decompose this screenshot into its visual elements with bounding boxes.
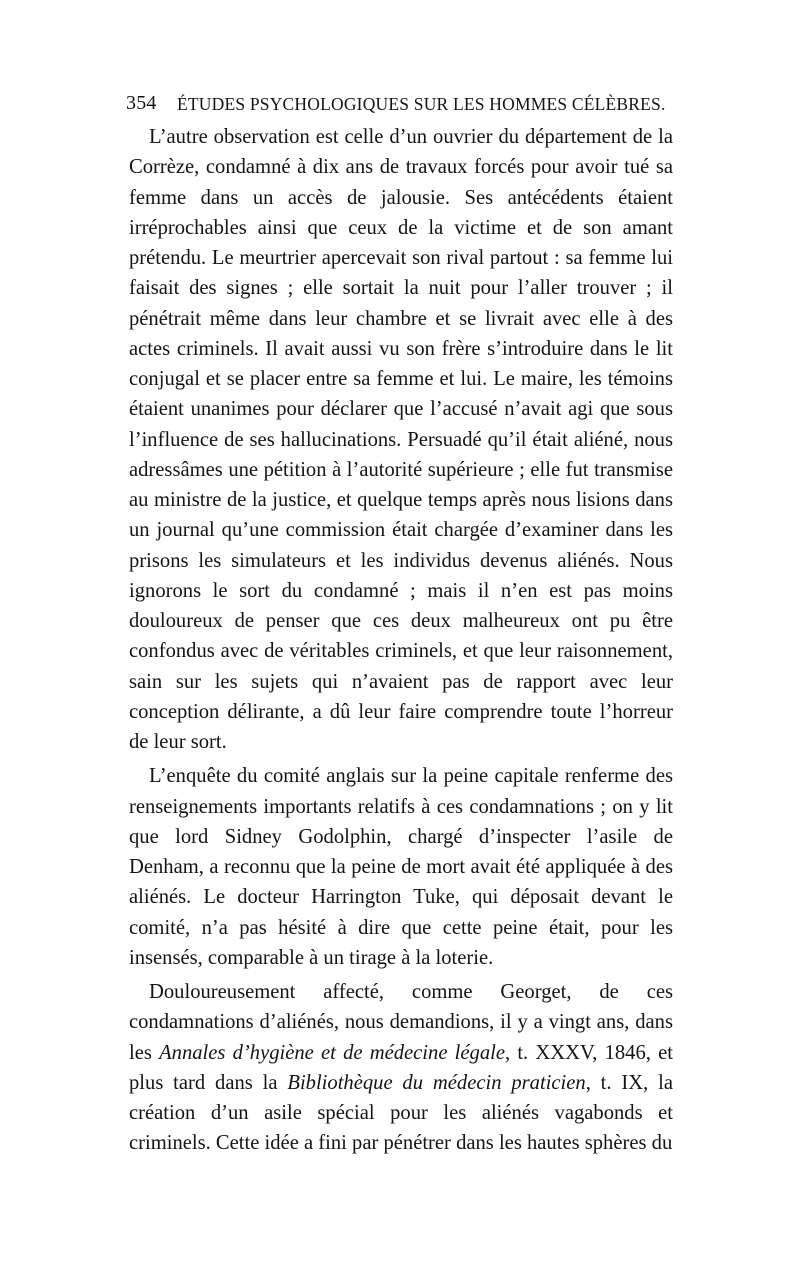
running-title: ÉTUDES PSYCHOLOGIQUES SUR LES HOMMES CÉLÈBRES. — [177, 94, 666, 114]
library-title: Bibliothèque du médecin praticien — [287, 1071, 586, 1094]
journal-title: Annales d’hygiène et de médecine légale — [159, 1041, 505, 1064]
paragraph-3 — [129, 977, 673, 1159]
paragraph-3-text-before: Douloureusement affecté, comme Georget, de ces condamnations d’aliénés, nous demandions, il y a vingt ans, dans les — [129, 981, 673, 1064]
paragraph-3-text-middle: , t. XXXV, 1846, et plus tard dans la — [129, 1041, 673, 1094]
paragraph-1: L’autre observation est celle d’un ouvrier du département de la Corrèze, condamné à dix ans de travaux forcés pour avoir tué sa femme dans un accès de jalousie. Ses antécédents étaient irréprochables ainsi que ceux de la victime et de son amant prétendu. Le meurtrier apercevait son rival partout : sa femme lui faisait des signes ; elle sortait la nuit pour l’aller trouver ; il pénétrait même dans leur chambre et se livrait avec elle à des actes criminels. Il avait aussi vu son frère s’introduire dans le lit conjugal et se placer entre sa femme et lui. Le maire, les témoins étaient unanimes pour déclarer que l’accusé n’avait agi que sous l’influence de ses hallucinations. Persuadé qu’il était aliéné, nous adressâmes une pétition à l’autorité supérieure ; elle fut transmise au ministre de la justice, et quelque temps après nous lisions dans un journal qu’une commission était chargée d’examiner dans les prisons les simulateurs et les individus devenus aliénés. Nous ignorons le sort du condamné ; mais il n’en est pas moins douloureux de penser que ces deux malheureux ont pu être confondus avec de véritables criminels, et que leur raisonnement, sain sur les sujets qui n’avaient pas de rapport avec leur conception délirante, a dû leur faire comprendre toute l’horreur de leur sort. — [129, 126, 673, 753]
page-number: 354 — [126, 92, 157, 114]
running-head — [126, 88, 673, 122]
book-page — [126, 88, 673, 1159]
paragraph-3-text-after: , t. IX, la création d’un asile spécial pour les aliénés vagabonds et criminels. Cette idée a fini par pénétrer dans les hautes sphères du — [129, 1071, 673, 1155]
body-text — [129, 122, 673, 1159]
paragraph-2: L’enquête du comité anglais sur la peine capitale renferme des renseignements importants relatifs à ces condamnations ; on y lit que lord Sidney Godolphin, chargé d’inspecter l’asile de Denham, a reconnu que la peine de mort avait été appliquée à des aliénés. Le docteur Harrington Tuke, qui déposait devant le comité, n’a pas hésité à dire que cette peine était, pour les insensés, comparable à un tirage à la loterie. — [129, 765, 673, 969]
